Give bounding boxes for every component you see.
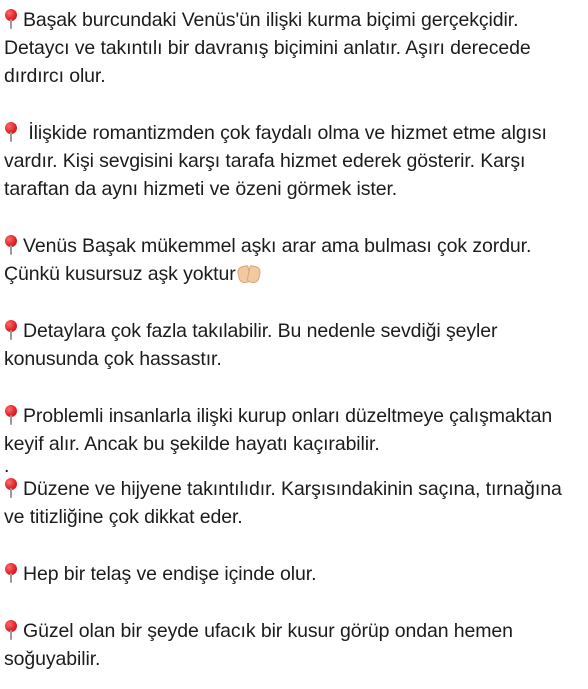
paragraph-4-text: Detaylara çok fazla takılabilir. Bu nedenle sevdiği şeyler konusunda çok hassastır. [4,320,498,370]
paragraph-3 [4,232,584,288]
paragraph-7-text: Hep bir telaş ve endişe içinde olur. [23,563,317,585]
paragraph-2 [4,119,584,203]
paragraph-6-text: Düzene ve hijyene takıntılıdır. Karşısındakinin saçına, tırnağına ve titizliğine çok dikkat eder. [4,478,562,528]
paragraph-2-text: İlişkide romantizmden çok faydalı olma ve hizmet etme algısı vardır. Kişi sevgisini karşı tarafa hizmet ederek gösterir. Karşı taraftan da aynı hizmeti ve özeni görmek ister. [4,122,547,200]
folded-hands-icon [237,264,261,282]
pushpin-icon [4,478,18,498]
pushpin-icon [4,405,18,425]
pushpin-icon [4,620,18,640]
paragraph-4 [4,317,584,373]
post-text [4,6,584,673]
paragraph-6 [4,475,584,531]
paragraph-5-text: Problemli insanlarla ilişki kurup onları düzeltmeye çalışmaktan keyif alır. Ancak bu şekilde hayatı kaçırabilir. [4,405,553,455]
separator-dot: . [4,455,10,477]
paragraph-5 [4,402,584,458]
pushpin-icon [4,563,18,583]
pushpin-icon [4,122,18,142]
pushpin-icon [4,235,18,255]
paragraph-8-text: Güzel olan bir şeyde ufacık bir kusur görüp ondan hemen soğuyabilir. [4,620,513,670]
pushpin-icon [4,320,18,340]
paragraph-8 [4,617,584,673]
paragraph-3-text: Venüs Başak mükemmel aşkı arar ama bulması çok zordur. Çünkü kusursuz aşk yoktur [4,235,532,285]
paragraph-1-text: Başak burcundaki Venüs'ün ilişki kurma biçimi gerçekçidir. Detaycı ve takıntılı bir davranış biçimini anlatır. Aşırı derecede dırdırcı olur. [4,9,531,87]
paragraph-7 [4,560,584,588]
pushpin-icon [4,9,18,29]
paragraph-1 [4,6,584,90]
